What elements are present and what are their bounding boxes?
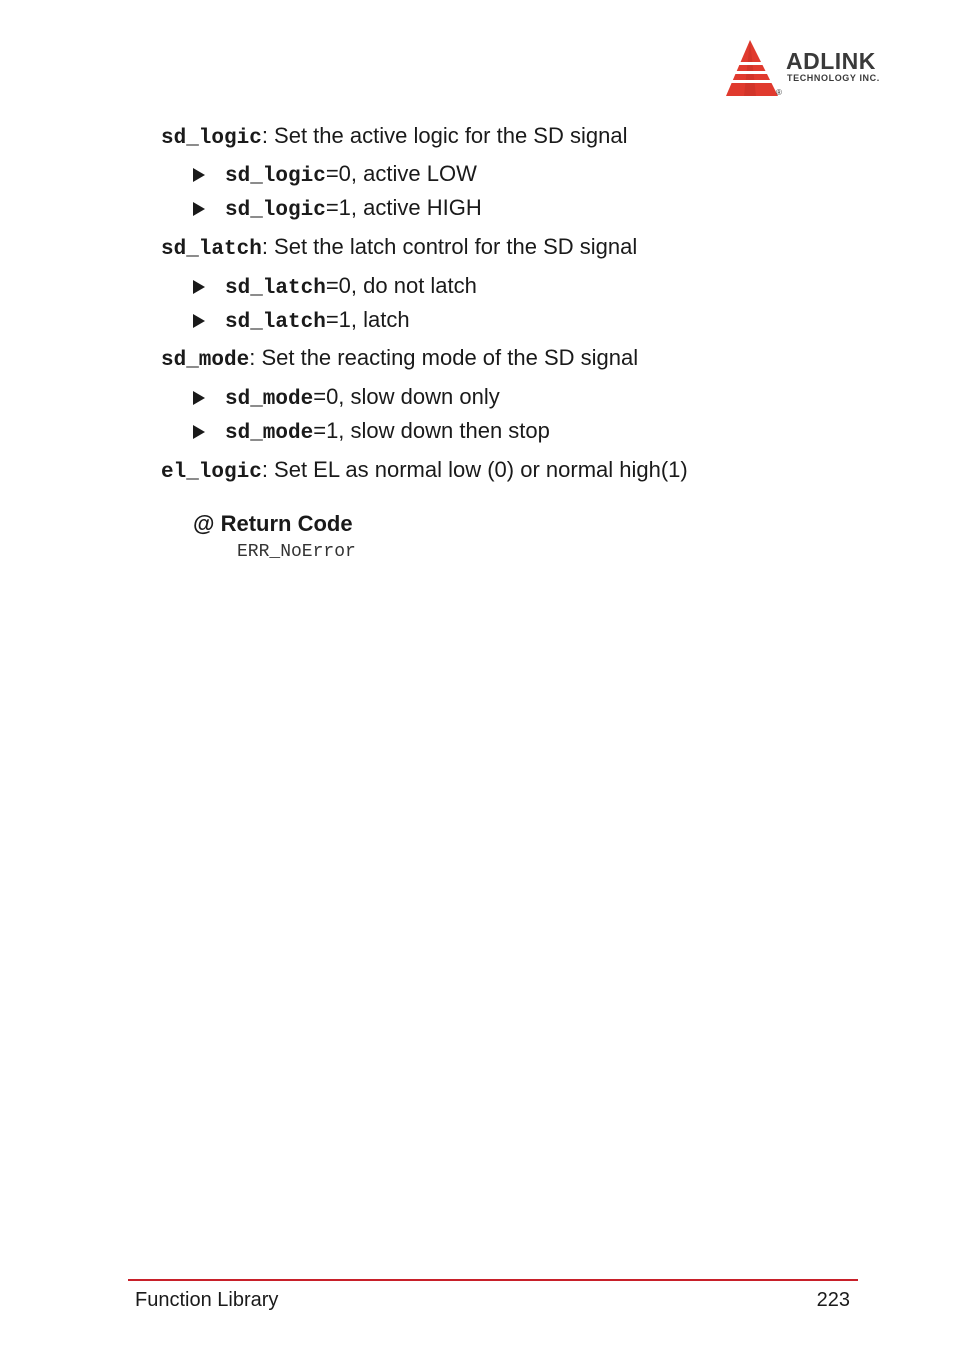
brand-registered-mark: ® (776, 88, 782, 97)
param-sd-latch (161, 234, 637, 263)
param-description: : Set EL as normal low (0) or normal high(1) (261, 457, 688, 482)
option-code: sd_latch (225, 277, 326, 300)
option-text: =0, active LOW (325, 161, 477, 186)
param-description: : Set the active logic for the SD signal (261, 123, 628, 148)
option-code: sd_mode (225, 422, 314, 445)
param-name: sd_latch (161, 238, 262, 261)
param-sd-mode (161, 345, 638, 374)
option-code: sd_latch (225, 311, 326, 334)
param-description: : Set the reacting mode of the SD signal (249, 345, 639, 370)
adlink-logo (722, 38, 912, 100)
footer-section-title: Function Library (135, 1289, 279, 1311)
param-name: el_logic (161, 461, 262, 484)
footer-divider (128, 1279, 858, 1281)
option-item (193, 418, 550, 447)
bullet-triangle-icon (193, 202, 205, 216)
option-item (193, 384, 500, 413)
bullet-triangle-icon (193, 280, 205, 294)
bullet-triangle-icon (193, 168, 205, 182)
option-text: =0, slow down only (313, 384, 500, 409)
adlink-triangle-icon (722, 38, 784, 100)
option-item (193, 161, 477, 190)
brand-subtitle: TECHNOLOGY INC. (787, 73, 880, 83)
param-el-logic (161, 457, 688, 486)
return-code-heading: @ Return Code (193, 511, 353, 536)
bullet-triangle-icon (193, 425, 205, 439)
param-description: : Set the latch control for the SD signal (261, 234, 638, 259)
param-name: sd_logic (161, 127, 262, 150)
option-text: =1, active HIGH (325, 195, 482, 220)
option-item (193, 307, 410, 336)
bullet-triangle-icon (193, 391, 205, 405)
param-sd-logic (161, 123, 627, 152)
option-text: =0, do not latch (325, 273, 477, 298)
return-code-value: ERR_NoError (237, 542, 356, 562)
option-code: sd_logic (225, 199, 326, 222)
option-text: =1, slow down then stop (313, 418, 550, 443)
param-name: sd_mode (161, 349, 250, 372)
bullet-triangle-icon (193, 314, 205, 328)
page-number: 223 (816, 1289, 850, 1311)
option-item (193, 195, 482, 224)
option-code: sd_mode (225, 388, 314, 411)
option-text: =1, latch (325, 307, 410, 332)
brand-name: ADLINK (786, 48, 876, 74)
option-item (193, 273, 477, 302)
option-code: sd_logic (225, 165, 326, 188)
